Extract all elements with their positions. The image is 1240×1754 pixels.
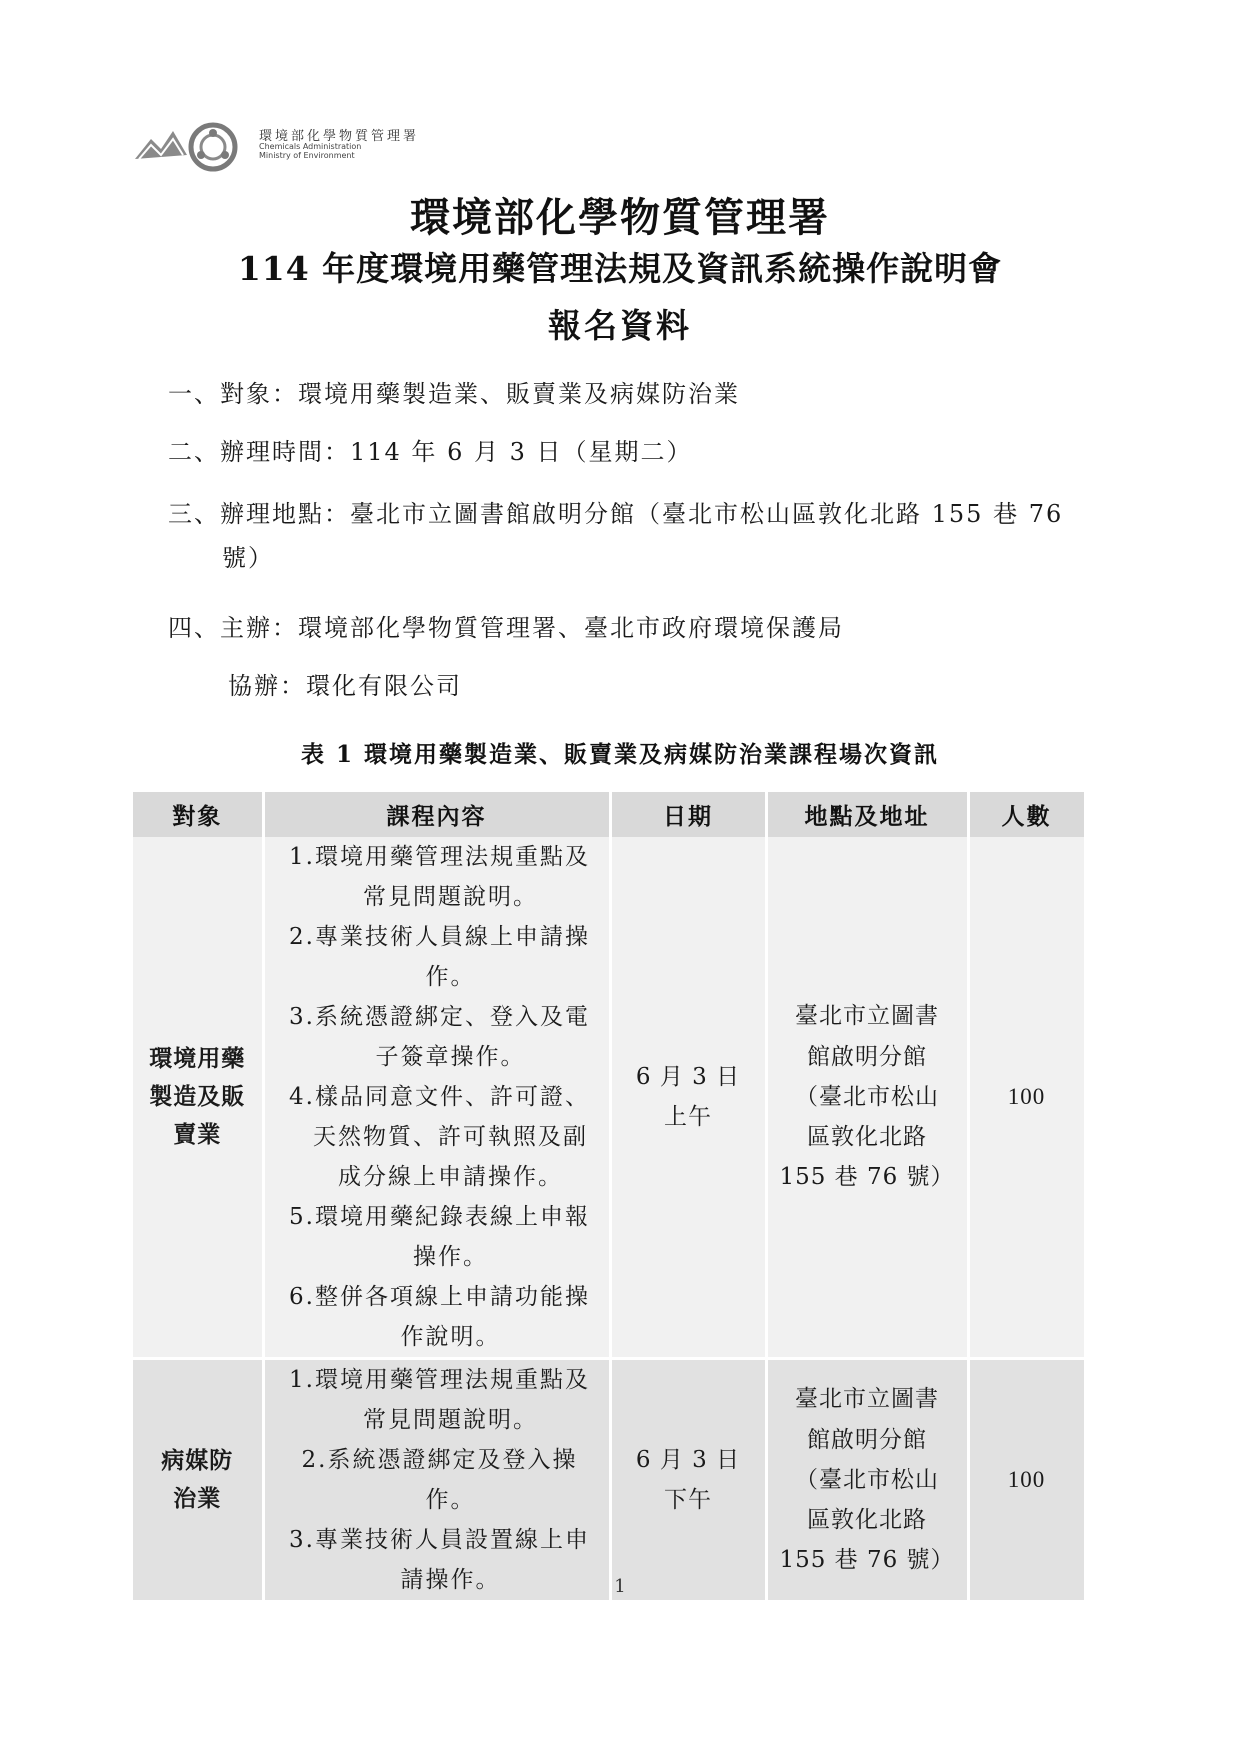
cell-count: 100: [968, 1359, 1085, 1602]
place-line: 155 巷 76 號）: [779, 1547, 955, 1574]
document-title-event: 114 年度環境用藥管理法規及資訊系統操作說明會: [237, 249, 1003, 288]
document-title-agency: 環境部化學物質管理署: [410, 194, 830, 241]
cell-date: [610, 1359, 766, 1602]
agency-logo: [133, 115, 419, 175]
logo-english-line2: Ministry of Environment: [259, 150, 355, 160]
course-item: 3.系統憑證綁定、登入及電子簽章操作。: [289, 1004, 590, 1070]
date-text: 6 月 3 日: [635, 1063, 741, 1090]
table-row: [133, 837, 1085, 1359]
header-target: 對象: [133, 792, 263, 837]
course-schedule-table: [133, 792, 1087, 1603]
cell-target: [133, 1359, 263, 1602]
course-item: 5.環境用藥紀錄表線上申報操作。: [289, 1204, 590, 1270]
target-line: 製造及販: [149, 1083, 246, 1111]
date-text: 6 月 3 日: [635, 1446, 741, 1473]
logo-english-line1: Chemicals Administration: [259, 142, 362, 152]
agency-emblem-icon: [133, 115, 245, 175]
header-content: 課程內容: [263, 792, 610, 837]
cell-date: [610, 837, 766, 1359]
info-organizer: 四、主辦：環境部化學物質管理署、臺北市政府環境保護局: [168, 614, 844, 642]
course-item: 6.整併各項線上申請功能操作說明。: [289, 1284, 590, 1350]
document-title-registration: 報名資料: [548, 306, 692, 345]
cell-course-content: [263, 837, 610, 1359]
session-text: 上午: [664, 1104, 712, 1130]
info-co-organizer: 協辦：環化有限公司: [228, 672, 462, 700]
target-line: 治業: [173, 1485, 222, 1512]
table-caption: 表 1 環境用藥製造業、販賣業及病媒防治業課程場次資訊: [300, 741, 940, 768]
target-line: 賣業: [173, 1120, 222, 1148]
place-line: （臺北市松山: [795, 1466, 939, 1493]
logo-chinese-name: 環境部化學物質管理署: [259, 128, 420, 144]
target-line: 環境用藥: [149, 1045, 246, 1073]
place-line: 區敦化北路: [807, 1507, 927, 1534]
place-line: 館啟明分館: [807, 1426, 927, 1453]
table-header-row: [133, 792, 1085, 837]
place-line: 臺北市立圖書: [795, 1386, 939, 1413]
course-item: 2.系統憑證綁定及登入操作。: [301, 1447, 578, 1513]
page-number: 1: [614, 1576, 626, 1597]
info-target: 一、對象：環境用藥製造業、販賣業及病媒防治業: [168, 380, 740, 408]
target-line: 病媒防: [161, 1447, 234, 1475]
course-item: 3.專業技術人員設置線上申請操作。: [289, 1527, 590, 1593]
course-item: 1.環境用藥管理法規重點及常見問題說明。: [289, 844, 590, 910]
place-line: 155 巷 76 號）: [779, 1164, 955, 1191]
header-count: 人數: [968, 792, 1085, 837]
cell-place: [766, 1359, 968, 1602]
course-item: 2.專業技術人員線上申請操作。: [289, 924, 590, 990]
cell-count: 100: [968, 837, 1085, 1359]
place-line: 館啟明分館: [807, 1043, 927, 1070]
place-line: （臺北市松山: [795, 1083, 939, 1110]
place-line: 臺北市立圖書: [795, 1003, 939, 1030]
table-row: [133, 1359, 1085, 1602]
cell-target: [133, 837, 263, 1359]
place-line: 區敦化北路: [807, 1124, 927, 1151]
course-item: 1.環境用藥管理法規重點及常見問題說明。: [289, 1367, 590, 1433]
header-date: 日期: [610, 792, 766, 837]
header-place: 地點及地址: [766, 792, 968, 837]
info-place-continued: 號）: [222, 544, 274, 572]
session-text: 下午: [664, 1487, 712, 1513]
course-item: 4.樣品同意文件、許可證、天然物質、許可執照及副成分線上申請操作。: [289, 1084, 590, 1190]
cell-course-content: [263, 1359, 610, 1602]
cell-place: [766, 837, 968, 1359]
info-place: 三、辦理地點：臺北市立圖書館啟明分館（臺北市松山區敦化北路 155 巷 76: [168, 500, 1064, 528]
info-time: 二、辦理時間：114 年 6 月 3 日（星期二）: [168, 438, 693, 466]
